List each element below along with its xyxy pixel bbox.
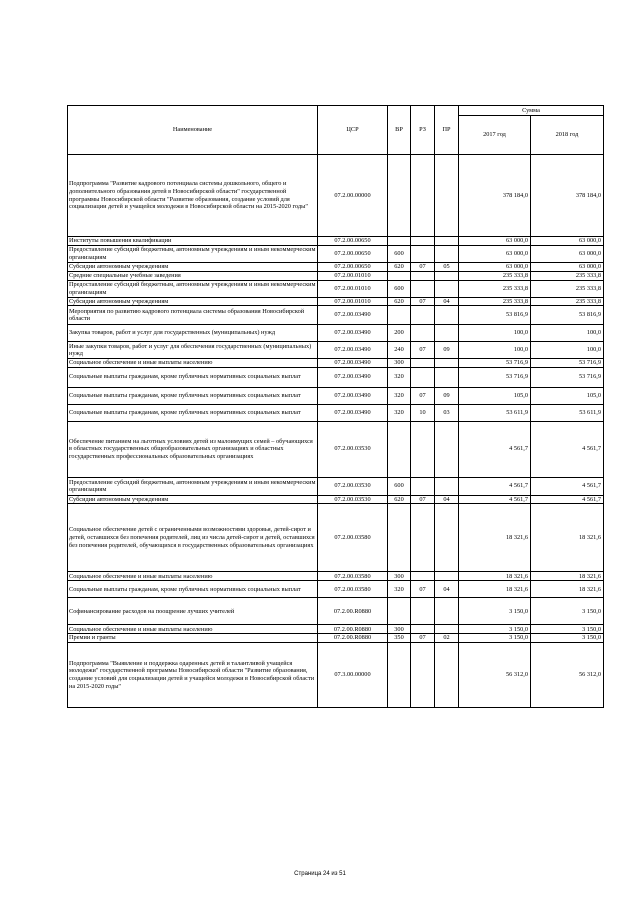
cell-y2018: 63 000,0 — [531, 246, 604, 263]
cell-vr — [388, 306, 411, 325]
cell-rz: 07 — [411, 263, 435, 272]
header-csr: ЦСР — [318, 106, 388, 155]
header-year-2017: 2017 год — [459, 116, 531, 155]
cell-y2018: 56 312,0 — [531, 642, 604, 707]
cell-pr — [435, 504, 459, 572]
cell-name: Социальное обеспечение и иные выплаты населению — [68, 359, 318, 368]
cell-name: Субсидии автономным учреждениям — [68, 263, 318, 272]
cell-vr: 300 — [388, 625, 411, 634]
cell-vr — [388, 237, 411, 246]
cell-name: Предоставление субсидий бюджетным, автономным учреждениям и иным некоммерческим организациям — [69, 478, 316, 494]
cell-y2018: 53 716,9 — [531, 359, 604, 368]
cell-vr: 600 — [388, 477, 411, 495]
cell-vr: 320 — [388, 387, 411, 404]
cell-rz — [411, 477, 435, 495]
cell-vr: 620 — [388, 297, 411, 306]
table-row — [68, 367, 604, 387]
cell-name: Иные закупки товаров, работ и услуг для обеспечения государственных (муниципальных) нужд — [68, 342, 318, 359]
cell-rz: 07 — [411, 495, 435, 504]
cell-name: Подпрограмма "Выявление и поддержка одаренных детей и талантливой учащейся молодежи" государственной программы Новосибирской области "Развитие образования, создание условий для социализации детей и учащейся молодежи в Новосибирской области на 2015-2020 годы" — [68, 642, 318, 707]
cell-csr: 07.2.00.00650 — [318, 237, 388, 246]
table-row — [68, 495, 604, 504]
cell-pr — [435, 325, 459, 342]
cell-rz — [411, 598, 435, 625]
table-row — [68, 581, 604, 598]
cell-rz — [411, 421, 435, 477]
cell-pr: 04 — [435, 581, 459, 598]
cell-pr — [435, 421, 459, 477]
cell-name: Софинансирование расходов на поощрение лучших учителей — [68, 598, 318, 625]
cell-vr: 350 — [388, 634, 411, 643]
cell-y2017: 53 816,9 — [459, 306, 531, 325]
table-row — [68, 155, 604, 237]
cell-rz — [411, 246, 435, 263]
cell-vr — [388, 598, 411, 625]
cell-y2017: 4 561,7 — [459, 421, 531, 477]
table-row — [68, 504, 604, 572]
cell-y2017: 18 321,6 — [459, 504, 531, 572]
cell-name: Социальное обеспечение и иные выплаты населению — [68, 625, 318, 634]
cell-rz — [411, 237, 435, 246]
cell-rz: 07 — [411, 342, 435, 359]
table-row — [68, 598, 604, 625]
cell-pr: 02 — [435, 634, 459, 643]
cell-y2017: 100,0 — [459, 342, 531, 359]
cell-y2018: 63 000,0 — [531, 263, 604, 272]
cell-vr: 600 — [388, 246, 411, 263]
cell-y2017: 235 333,8 — [459, 280, 531, 297]
table-row — [68, 297, 604, 306]
cell-vr: 320 — [388, 581, 411, 598]
header-vr: ВР — [388, 106, 411, 155]
cell-csr: 07.2.00.03490 — [318, 325, 388, 342]
cell-name: Предоставление субсидий бюджетным, автономным учреждениям и иным некоммерческим организациям — [69, 246, 316, 261]
table-row — [68, 477, 604, 495]
cell-pr — [435, 155, 459, 237]
cell-y2018: 3 150,0 — [531, 625, 604, 634]
table-row — [68, 271, 604, 280]
cell-name: Социальные выплаты гражданам, кроме публичных нормативных социальных выплат — [68, 404, 318, 421]
cell-pr — [435, 246, 459, 263]
cell-pr — [435, 306, 459, 325]
cell-pr: 04 — [435, 495, 459, 504]
cell-rz — [411, 504, 435, 572]
header-sum: Сумма — [459, 106, 604, 116]
cell-y2017: 18 321,6 — [459, 581, 531, 598]
table-row — [68, 280, 604, 297]
cell-name: Обеспечение питанием на льготных условиях детей из малоимущих семей – обучающихся в областных государственных общеобразовательных организациях и областных государственных профессиональных образовательных организациях — [68, 421, 318, 477]
table-row — [68, 342, 604, 359]
cell-csr: 07.2.00.03580 — [318, 504, 388, 572]
cell-y2018: 105,0 — [531, 387, 604, 404]
cell-csr: 07.2.00.01010 — [318, 271, 388, 280]
cell-vr: 320 — [388, 404, 411, 421]
cell-y2017: 56 312,0 — [459, 642, 531, 707]
cell-csr: 07.2.00.R0880 — [318, 634, 388, 643]
cell-csr: 07.2.00.01010 — [318, 297, 388, 306]
cell-rz — [411, 572, 435, 581]
table-row — [68, 634, 604, 643]
cell-vr — [388, 642, 411, 707]
cell-csr: 07.2.00.03530 — [318, 477, 388, 495]
cell-pr — [435, 359, 459, 368]
cell-vr: 620 — [388, 495, 411, 504]
table-row — [68, 572, 604, 581]
cell-y2017: 378 184,0 — [459, 155, 531, 237]
cell-vr: 300 — [388, 572, 411, 581]
cell-name: Социальные выплаты гражданам, кроме публичных нормативных социальных выплат — [68, 387, 318, 404]
cell-csr: 07.2.00.03530 — [318, 421, 388, 477]
cell-y2018: 53 716,9 — [531, 367, 604, 387]
cell-y2017: 4 561,7 — [459, 495, 531, 504]
cell-pr: 09 — [435, 342, 459, 359]
cell-pr: 05 — [435, 263, 459, 272]
cell-pr — [435, 367, 459, 387]
table-row — [68, 306, 604, 325]
table-row — [68, 404, 604, 421]
cell-y2017: 3 150,0 — [459, 625, 531, 634]
cell-rz — [411, 367, 435, 387]
cell-y2017: 105,0 — [459, 387, 531, 404]
cell-vr — [388, 421, 411, 477]
cell-rz: 07 — [411, 581, 435, 598]
cell-pr — [435, 572, 459, 581]
cell-csr: 07.2.00.03490 — [318, 387, 388, 404]
cell-rz: 07 — [411, 297, 435, 306]
cell-y2018: 4 561,7 — [531, 477, 604, 495]
cell-name: Социальные выплаты гражданам, кроме публичных нормативных социальных выплат — [68, 367, 318, 387]
cell-name: Институты повышения квалификации — [68, 237, 318, 246]
cell-y2018: 235 333,8 — [531, 280, 604, 297]
cell-y2017: 235 333,8 — [459, 271, 531, 280]
cell-name: Социальные выплаты гражданам, кроме публичных нормативных социальных выплат — [68, 581, 318, 598]
cell-pr — [435, 271, 459, 280]
cell-vr — [388, 271, 411, 280]
table-row — [68, 625, 604, 634]
cell-y2018: 18 321,6 — [531, 581, 604, 598]
cell-csr: 07.2.00.03490 — [318, 404, 388, 421]
cell-rz: 10 — [411, 404, 435, 421]
cell-y2018: 3 150,0 — [531, 634, 604, 643]
cell-pr — [435, 237, 459, 246]
cell-csr: 07.2.00.00650 — [318, 246, 388, 263]
cell-y2018: 53 611,9 — [531, 404, 604, 421]
budget-table — [67, 105, 604, 708]
cell-csr: 07.2.00.00650 — [318, 263, 388, 272]
table-row — [68, 642, 604, 707]
cell-y2018: 63 000,0 — [531, 237, 604, 246]
cell-y2018: 100,0 — [531, 325, 604, 342]
cell-y2017: 63 000,0 — [459, 237, 531, 246]
cell-y2017: 63 000,0 — [459, 246, 531, 263]
table-body — [68, 155, 604, 708]
cell-y2018: 53 816,9 — [531, 306, 604, 325]
cell-rz — [411, 155, 435, 237]
cell-pr — [435, 642, 459, 707]
table-row — [68, 359, 604, 368]
cell-pr — [435, 280, 459, 297]
page-footer: Страница 24 из 51 — [294, 871, 346, 877]
cell-csr: 07.2.00.01010 — [318, 280, 388, 297]
cell-y2017: 3 150,0 — [459, 598, 531, 625]
header-rz: РЗ — [411, 106, 435, 155]
cell-rz: 07 — [411, 387, 435, 404]
cell-csr: 07.2.00.03580 — [318, 572, 388, 581]
cell-name: Социальное обеспечение детей с ограниченными возможностями здоровья, детей-сирот и детей, оставшихся без попечения родителей, лиц из числа детей-сирот и детей, оставшихся без попечения родителей, обучающихся в государственных образовательных организациях — [68, 504, 318, 572]
cell-rz — [411, 325, 435, 342]
header-name: Наименование — [68, 106, 318, 155]
cell-y2018: 235 333,8 — [531, 297, 604, 306]
cell-vr: 620 — [388, 263, 411, 272]
cell-y2017: 53 716,9 — [459, 367, 531, 387]
cell-y2017: 235 333,8 — [459, 297, 531, 306]
cell-y2018: 3 150,0 — [531, 598, 604, 625]
cell-y2018: 378 184,0 — [531, 155, 604, 237]
cell-rz — [411, 625, 435, 634]
cell-csr: 07.2.00.R0880 — [318, 598, 388, 625]
cell-rz — [411, 642, 435, 707]
cell-csr: 07.2.00.03490 — [318, 342, 388, 359]
cell-name: Субсидии автономным учреждениям — [68, 297, 318, 306]
header-year-2018: 2018 год — [531, 116, 604, 155]
cell-vr: 300 — [388, 359, 411, 368]
cell-y2018: 100,0 — [531, 342, 604, 359]
table-row — [68, 387, 604, 404]
cell-csr: 07.2.00.03490 — [318, 359, 388, 368]
cell-csr: 07.2.00.03490 — [318, 306, 388, 325]
cell-y2017: 53 716,9 — [459, 359, 531, 368]
cell-y2017: 4 561,7 — [459, 477, 531, 495]
table-row — [68, 263, 604, 272]
cell-name: Подпрограмма "Развитие кадрового потенциала системы дошкольного, общего и дополнительного образования детей в Новосибирской области" государственной программы Новосибирской области "Развитие образования, создание условий для социализации детей и учащейся молодежи в Новосибирской области на 2015-2020 годы" — [68, 155, 318, 237]
cell-y2017: 3 150,0 — [459, 634, 531, 643]
cell-csr: 07.2.00.03580 — [318, 581, 388, 598]
cell-name: Социальное обеспечение и иные выплаты населению — [68, 572, 318, 581]
table-row — [68, 325, 604, 342]
cell-csr: 07.2.00.03530 — [318, 495, 388, 504]
cell-y2018: 4 561,7 — [531, 495, 604, 504]
cell-vr: 240 — [388, 342, 411, 359]
cell-rz: 07 — [411, 634, 435, 643]
cell-name: Премии и гранты — [68, 634, 318, 643]
cell-y2018: 18 321,6 — [531, 504, 604, 572]
cell-csr: 07.2.00.R0880 — [318, 625, 388, 634]
cell-rz — [411, 271, 435, 280]
cell-y2017: 100,0 — [459, 325, 531, 342]
table-row — [68, 246, 604, 263]
cell-rz — [411, 306, 435, 325]
cell-pr — [435, 625, 459, 634]
cell-y2017: 53 611,9 — [459, 404, 531, 421]
cell-name: Мероприятия по развитию кадрового потенциала системы образования Новосибирской области — [68, 306, 318, 325]
cell-vr: 200 — [388, 325, 411, 342]
cell-csr: 07.3.00.00000 — [318, 642, 388, 707]
cell-vr: 600 — [388, 280, 411, 297]
cell-pr: 04 — [435, 297, 459, 306]
cell-y2017: 63 000,0 — [459, 263, 531, 272]
cell-pr: 03 — [435, 404, 459, 421]
cell-vr: 320 — [388, 367, 411, 387]
cell-csr: 07.2.00.00000 — [318, 155, 388, 237]
cell-name: Средние специальные учебные заведения — [68, 271, 318, 280]
cell-pr — [435, 598, 459, 625]
cell-name: Закупка товаров, работ и услуг для государственных (муниципальных) нужд — [68, 325, 318, 342]
table-row — [68, 421, 604, 477]
cell-pr: 09 — [435, 387, 459, 404]
cell-y2018: 18 321,6 — [531, 572, 604, 581]
cell-rz — [411, 280, 435, 297]
cell-y2017: 18 321,6 — [459, 572, 531, 581]
table-row — [68, 237, 604, 246]
cell-vr — [388, 504, 411, 572]
header-pr: ПР — [435, 106, 459, 155]
cell-csr: 07.2.00.03490 — [318, 367, 388, 387]
cell-name: Субсидии автономным учреждениям — [68, 495, 318, 504]
cell-rz — [411, 359, 435, 368]
cell-y2018: 235 333,8 — [531, 271, 604, 280]
cell-vr — [388, 155, 411, 237]
cell-pr — [435, 477, 459, 495]
cell-name: Предоставление субсидий бюджетным, автономным учреждениям и иным некоммерческим организациям — [69, 281, 316, 296]
cell-y2018: 4 561,7 — [531, 421, 604, 477]
